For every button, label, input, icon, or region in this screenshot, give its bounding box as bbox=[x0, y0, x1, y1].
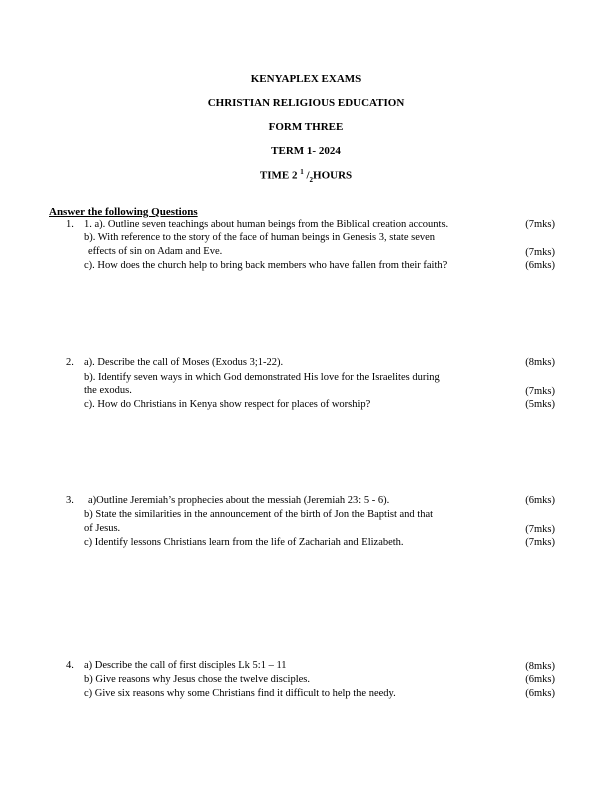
question-text: c). How do Christians in Kenya show respect for places of worship? bbox=[84, 399, 371, 410]
marks-label: (8mks) bbox=[525, 661, 555, 672]
time-title bbox=[0, 168, 612, 184]
marks-label: (5mks) bbox=[525, 399, 555, 410]
exam-org-title: KENYAPLEX EXAMS bbox=[250, 73, 362, 85]
question-text: 1. a). Outline seven teachings about human beings from the Biblical creation accounts. bbox=[84, 219, 449, 230]
form-title: FORM THREE bbox=[268, 121, 344, 133]
time-sub: 2 bbox=[309, 175, 314, 184]
question-text: effects of sin on Adam and Eve. bbox=[88, 246, 223, 257]
marks-label: (8mks) bbox=[525, 357, 555, 368]
question-text: c) Give six reasons why some Christians find it difficult to help the needy. bbox=[84, 688, 396, 699]
question-number: 1. bbox=[66, 219, 74, 230]
time-suffix: HOURS bbox=[313, 169, 353, 182]
marks-label: (7mks) bbox=[525, 219, 555, 230]
question-text: a). Describe the call of Moses (Exodus 3;1-22). bbox=[84, 357, 284, 368]
marks-label: (6mks) bbox=[525, 674, 555, 685]
time-prefix: TIME 2 bbox=[259, 169, 301, 182]
instructions-heading: Answer the following Questions bbox=[49, 206, 198, 218]
question-text: b). Identify seven ways in which God demonstrated His love for the Israelites during bbox=[84, 372, 440, 383]
marks-label: (7mks) bbox=[525, 537, 555, 548]
subject-title: CHRISTIAN RELIGIOUS EDUCATION bbox=[207, 97, 405, 109]
question-text: a)Outline Jeremiah’s prophecies about the messiah (Jeremiah 23: 5 - 6). bbox=[88, 495, 390, 506]
question-number: 3. bbox=[66, 495, 74, 506]
question-text: c) Identify lessons Christians learn from the life of Zachariah and Elizabeth. bbox=[84, 537, 404, 548]
question-text: b). With reference to the story of the face of human beings in Genesis 3, state seven bbox=[84, 232, 436, 243]
question-text: a) Describe the call of first disciples Lk 5:1 – 11 bbox=[84, 660, 287, 671]
question-text: c). How does the church help to bring back members who have fallen from their faith? bbox=[84, 260, 448, 271]
marks-label: (6mks) bbox=[525, 495, 555, 506]
marks-label: (7mks) bbox=[525, 247, 555, 258]
question-text: b) State the similarities in the announcement of the birth of Jon the Baptist and that bbox=[84, 509, 434, 520]
question-text: b) Give reasons why Jesus chose the twelve disciples. bbox=[84, 674, 310, 685]
term-title: TERM 1- 2024 bbox=[271, 145, 341, 157]
question-number: 4. bbox=[66, 660, 74, 671]
time-sup: 1 bbox=[300, 168, 304, 176]
marks-label: (6mks) bbox=[525, 688, 555, 699]
marks-label: (7mks) bbox=[525, 524, 555, 535]
question-number: 2. bbox=[66, 357, 74, 368]
question-text: of Jesus. bbox=[84, 523, 121, 534]
time-slash: / bbox=[303, 169, 310, 182]
marks-label: (7mks) bbox=[525, 386, 555, 397]
marks-label: (6mks) bbox=[525, 260, 555, 271]
question-text: the exodus. bbox=[84, 385, 132, 396]
